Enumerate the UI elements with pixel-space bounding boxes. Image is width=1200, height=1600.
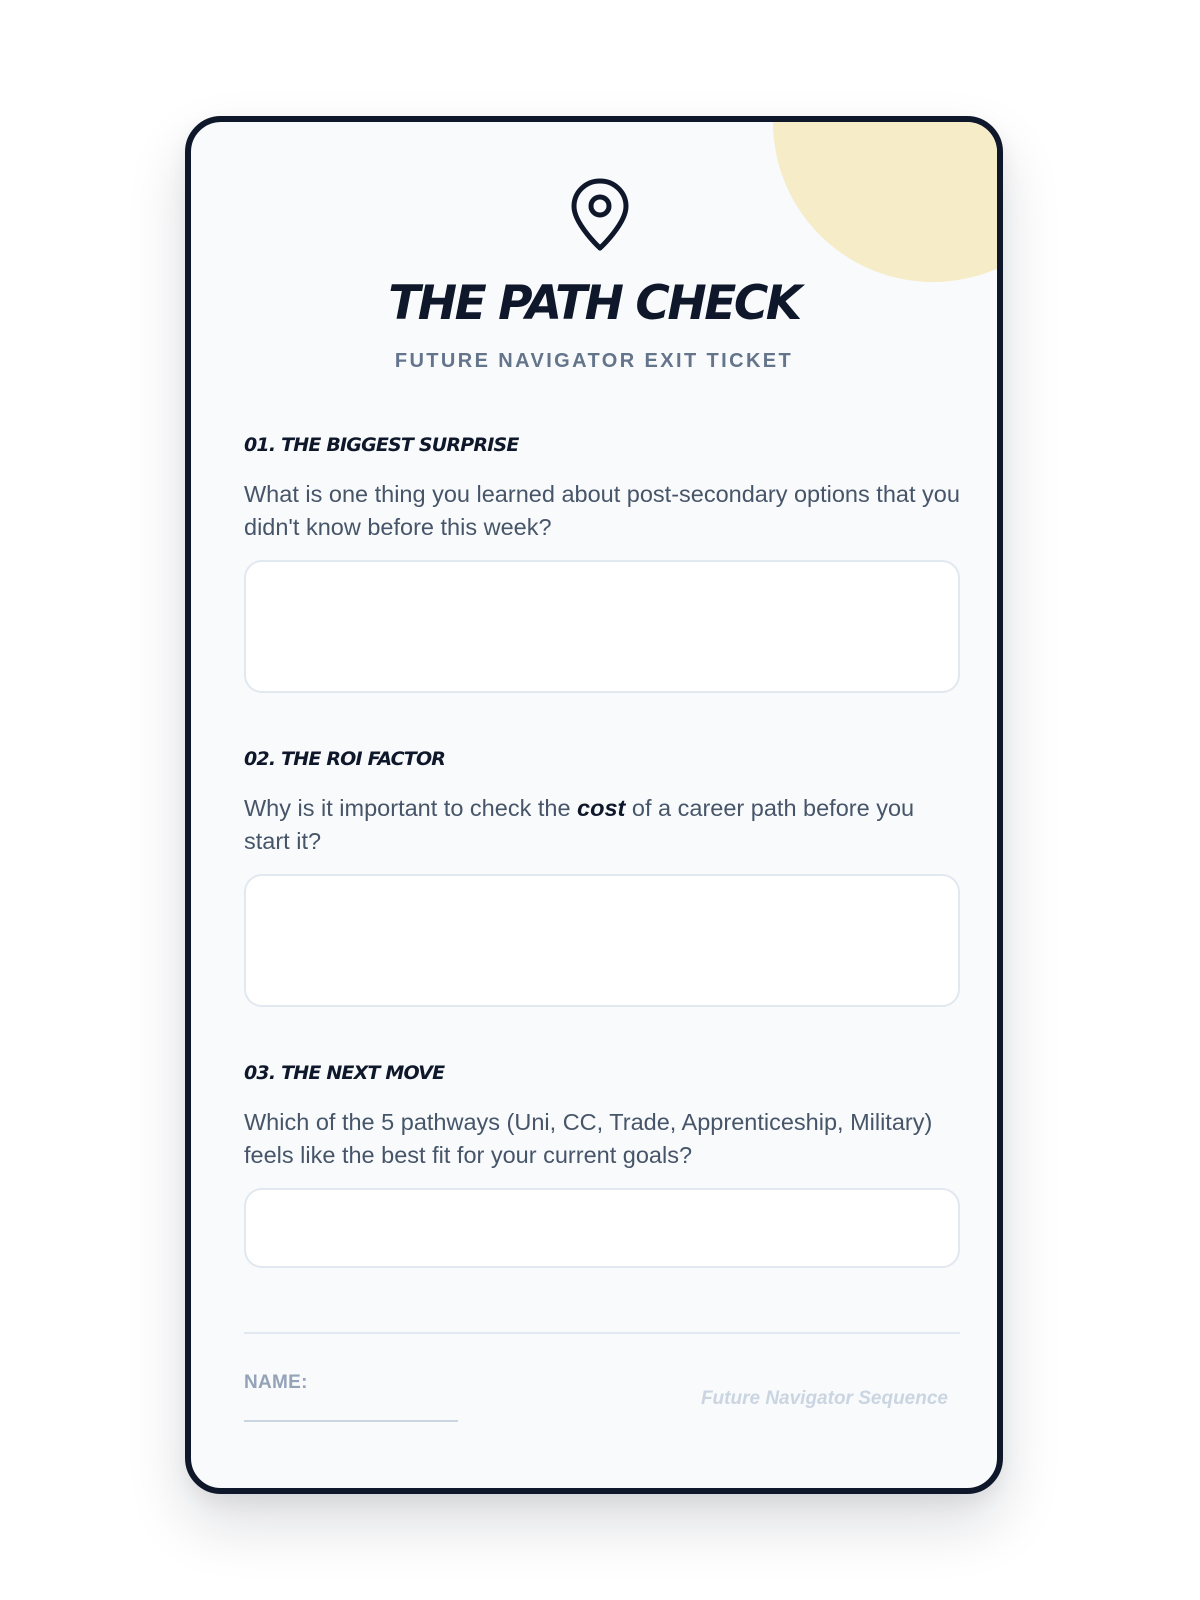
question-2 xyxy=(244,746,960,1007)
question-2-prompt-end: of a career path before you start it? xyxy=(244,795,915,854)
question-1-heading: 01. THE BIGGEST SURPRISE xyxy=(244,434,519,456)
question-3 xyxy=(244,1060,960,1268)
name-signature-line[interactable] xyxy=(244,1420,458,1422)
sequence-label: Future Navigator Sequence xyxy=(700,1388,948,1409)
answer-3-field[interactable] xyxy=(244,1188,960,1268)
question-2-emphasis: cost xyxy=(577,795,626,821)
page-subtitle: FUTURE NAVIGATOR EXIT TICKET xyxy=(394,350,794,372)
question-3-prompt: Which of the 5 pathways (Uni, CC, Trade, Apprenticeship, Military) feels like the best fit for your current goals? xyxy=(244,1109,933,1168)
page-title: THE PATH CHECK xyxy=(388,276,800,331)
map-pin-icon xyxy=(571,178,629,252)
answer-1-field[interactable] xyxy=(244,560,960,693)
exit-ticket-card xyxy=(185,116,1003,1494)
corner-decoration xyxy=(773,116,1003,282)
answer-2-field[interactable] xyxy=(244,874,960,1007)
question-1-prompt: What is one thing you learned about post-secondary options that you didn't know before this week? xyxy=(244,481,960,540)
question-3-heading: 03. THE NEXT MOVE xyxy=(244,1062,445,1084)
question-1 xyxy=(244,432,960,693)
footer-divider xyxy=(244,1332,960,1334)
name-label: NAME: xyxy=(244,1372,308,1393)
question-2-prompt-start: Why is it important to check the xyxy=(244,795,578,821)
question-2-prompt xyxy=(244,792,960,858)
question-2-heading: 02. THE ROI FACTOR xyxy=(244,748,446,770)
